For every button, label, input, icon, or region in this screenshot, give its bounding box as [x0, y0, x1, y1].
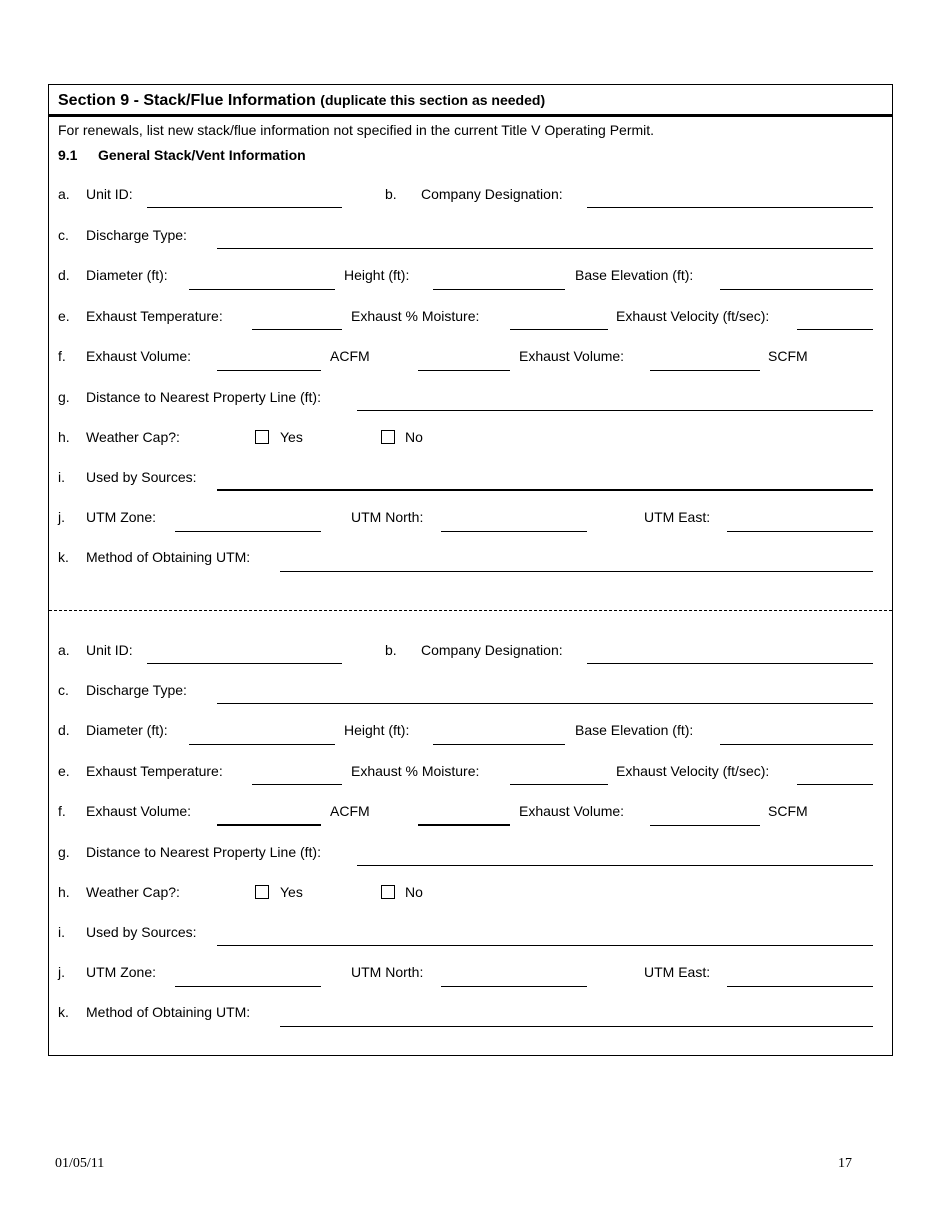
- item-letter: f.: [58, 803, 66, 819]
- section-intro: For renewals, list new stack/flue information not specified in the current Title V Operating Permit.: [58, 122, 655, 138]
- utm-zone-field[interactable]: [175, 531, 321, 532]
- utm-east-field[interactable]: [727, 531, 873, 532]
- utm-method-field[interactable]: [280, 571, 873, 572]
- diameter-field[interactable]: [189, 744, 335, 745]
- company-designation-field[interactable]: [587, 663, 873, 664]
- utm-north-label: UTM North:: [351, 509, 424, 525]
- item-letter: h.: [58, 429, 70, 445]
- footer-date: 01/05/11: [55, 1156, 105, 1171]
- utm-east-field[interactable]: [727, 986, 873, 987]
- exhaust-temperature-label: Exhaust Temperature:: [86, 763, 223, 779]
- exhaust-temperature-field[interactable]: [252, 784, 342, 785]
- stack-flue-form: [48, 84, 893, 1056]
- property-distance-field[interactable]: [357, 865, 873, 866]
- acfm-unit: ACFM: [330, 348, 370, 364]
- diameter-label: Diameter (ft):: [86, 267, 168, 283]
- exhaust-volume-acfm-label: Exhaust Volume:: [86, 348, 192, 364]
- weather-cap-no-checkbox[interactable]: [381, 430, 395, 444]
- item-letter: a.: [58, 642, 70, 658]
- discharge-type-label: Discharge Type:: [86, 682, 187, 698]
- weather-cap-no-label: No: [405, 429, 423, 445]
- property-distance-label: Distance to Nearest Property Line (ft):: [86, 844, 321, 860]
- weather-cap-yes-label: Yes: [280, 429, 303, 445]
- item-letter: i.: [58, 469, 65, 485]
- company-designation-label: Company Designation:: [421, 642, 563, 658]
- utm-north-field[interactable]: [441, 531, 587, 532]
- page-number: 17: [838, 1156, 852, 1171]
- height-field[interactable]: [433, 289, 565, 290]
- item-letter: d.: [58, 267, 70, 283]
- base-elevation-label: Base Elevation (ft):: [575, 267, 694, 283]
- item-letter: c.: [58, 227, 69, 243]
- exhaust-velocity-field[interactable]: [797, 329, 873, 330]
- subsection-number: 9.1: [58, 147, 78, 163]
- acfm-unit: ACFM: [330, 803, 370, 819]
- item-letter: k.: [58, 549, 69, 565]
- company-designation-field[interactable]: [587, 207, 873, 208]
- unit-id-field[interactable]: [147, 207, 342, 208]
- item-letter: i.: [58, 924, 65, 940]
- used-by-sources-field[interactable]: [217, 489, 873, 491]
- utm-zone-label: UTM Zone:: [86, 509, 157, 525]
- item-letter: h.: [58, 884, 70, 900]
- item-letter: c.: [58, 682, 69, 698]
- weather-cap-yes-checkbox[interactable]: [255, 885, 269, 899]
- subsection-heading: [58, 147, 306, 163]
- discharge-type-field[interactable]: [217, 703, 873, 704]
- item-letter: k.: [58, 1004, 69, 1020]
- unit-id-label: Unit ID:: [86, 642, 133, 658]
- utm-zone-field[interactable]: [175, 986, 321, 987]
- exhaust-temperature-label: Exhaust Temperature:: [86, 308, 223, 324]
- exhaust-volume-scfm-label: Exhaust Volume:: [519, 803, 625, 819]
- item-letter: b.: [385, 642, 397, 658]
- exhaust-volume-scfm-field[interactable]: [650, 825, 760, 826]
- utm-method-label: Method of Obtaining UTM:: [86, 549, 251, 565]
- item-letter: e.: [58, 763, 70, 779]
- item-letter: b.: [385, 186, 397, 202]
- base-elevation-field[interactable]: [720, 744, 873, 745]
- company-designation-label: Company Designation:: [421, 186, 563, 202]
- base-elevation-field[interactable]: [720, 289, 873, 290]
- property-distance-label: Distance to Nearest Property Line (ft):: [86, 389, 321, 405]
- exhaust-volume-scfm-field[interactable]: [650, 370, 760, 371]
- section-title-row: [58, 92, 545, 110]
- weather-cap-no-checkbox[interactable]: [381, 885, 395, 899]
- exhaust-moisture-field[interactable]: [510, 784, 608, 785]
- item-letter: j.: [58, 509, 65, 525]
- exhaust-volume-acfm-field[interactable]: [217, 370, 321, 371]
- exhaust-volume-extra-field[interactable]: [418, 370, 510, 371]
- exhaust-velocity-field[interactable]: [797, 784, 873, 785]
- section-title: Section 9 - Stack/Flue Information: [58, 92, 316, 109]
- base-elevation-label: Base Elevation (ft):: [575, 722, 694, 738]
- exhaust-volume-acfm-label: Exhaust Volume:: [86, 803, 192, 819]
- item-letter: e.: [58, 308, 70, 324]
- section-header: [49, 85, 892, 117]
- used-by-sources-label: Used by Sources:: [86, 924, 197, 940]
- weather-cap-yes-label: Yes: [280, 884, 303, 900]
- subsection-title: General Stack/Vent Information: [98, 147, 306, 163]
- item-letter: j.: [58, 964, 65, 980]
- utm-north-field[interactable]: [441, 986, 587, 987]
- exhaust-volume-acfm-field[interactable]: [217, 824, 321, 826]
- discharge-type-label: Discharge Type:: [86, 227, 187, 243]
- weather-cap-no-label: No: [405, 884, 423, 900]
- height-field[interactable]: [433, 744, 565, 745]
- exhaust-volume-scfm-label: Exhaust Volume:: [519, 348, 625, 364]
- scfm-unit: SCFM: [768, 803, 808, 819]
- item-letter: g.: [58, 389, 70, 405]
- exhaust-moisture-label: Exhaust % Moisture:: [351, 763, 480, 779]
- weather-cap-yes-checkbox[interactable]: [255, 430, 269, 444]
- item-letter: g.: [58, 844, 70, 860]
- exhaust-volume-extra-field[interactable]: [418, 824, 510, 826]
- utm-zone-label: UTM Zone:: [86, 964, 157, 980]
- diameter-label: Diameter (ft):: [86, 722, 168, 738]
- diameter-field[interactable]: [189, 289, 335, 290]
- used-by-sources-label: Used by Sources:: [86, 469, 197, 485]
- item-letter: f.: [58, 348, 66, 364]
- height-label: Height (ft):: [344, 722, 410, 738]
- utm-north-label: UTM North:: [351, 964, 424, 980]
- used-by-sources-field[interactable]: [217, 945, 873, 946]
- section-note: (duplicate this section as needed): [320, 92, 546, 108]
- weather-cap-label: Weather Cap?:: [86, 884, 180, 900]
- exhaust-velocity-label: Exhaust Velocity (ft/sec):: [616, 308, 770, 324]
- exhaust-velocity-label: Exhaust Velocity (ft/sec):: [616, 763, 770, 779]
- weather-cap-label: Weather Cap?:: [86, 429, 180, 445]
- utm-east-label: UTM East:: [644, 509, 711, 525]
- item-letter: d.: [58, 722, 70, 738]
- scfm-unit: SCFM: [768, 348, 808, 364]
- exhaust-moisture-field[interactable]: [510, 329, 608, 330]
- item-letter: a.: [58, 186, 70, 202]
- unit-id-field[interactable]: [147, 663, 342, 664]
- block-divider: [49, 610, 892, 611]
- unit-id-label: Unit ID:: [86, 186, 133, 202]
- utm-east-label: UTM East:: [644, 964, 711, 980]
- exhaust-temperature-field[interactable]: [252, 329, 342, 330]
- utm-method-field[interactable]: [280, 1026, 873, 1027]
- height-label: Height (ft):: [344, 267, 410, 283]
- exhaust-moisture-label: Exhaust % Moisture:: [351, 308, 480, 324]
- property-distance-field[interactable]: [357, 410, 873, 411]
- discharge-type-field[interactable]: [217, 248, 873, 249]
- utm-method-label: Method of Obtaining UTM:: [86, 1004, 251, 1020]
